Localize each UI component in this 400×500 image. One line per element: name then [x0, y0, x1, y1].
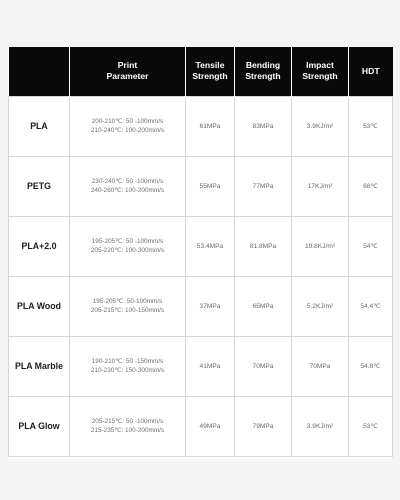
- impact-strength-value: 17KJ/m²: [292, 156, 349, 216]
- material-name: PETG: [9, 156, 70, 216]
- hdt-value: 53℃: [349, 96, 393, 156]
- bending-strength-value: 65MPa: [235, 276, 292, 336]
- print-parameter-cell: [70, 276, 186, 336]
- print-parameter-cell: [70, 96, 186, 156]
- table-row: [9, 276, 393, 336]
- hdt-value: 54.4℃: [349, 276, 393, 336]
- hdt-value: 53℃: [349, 396, 393, 456]
- print-parameter-cell: [70, 216, 186, 276]
- print-parameter-cell: [70, 156, 186, 216]
- tensile-strength-value: 41MPa: [186, 336, 235, 396]
- print-parameter-line: 195-205℃: 50-100mm/s: [92, 297, 163, 305]
- table-row: [9, 396, 393, 456]
- print-parameter-line: 230-240℃: 50 -100mm/s: [91, 177, 164, 185]
- impact-strength-value: 5.2KJ/m²: [292, 276, 349, 336]
- hdt-value: 68℃: [349, 156, 393, 216]
- spec-table-card: [8, 47, 392, 459]
- print-parameter-line: 215-235℃: 100-200mm/s: [90, 427, 165, 434]
- material-name: PLA+2.0: [9, 216, 70, 276]
- hdt-value: 54℃: [349, 216, 393, 276]
- material-name: PLA Marble: [9, 336, 70, 396]
- hdt-value: 54.8℃: [349, 336, 393, 396]
- print-parameter-line: 195-205℃: 50 -100mm/s: [91, 237, 164, 245]
- bending-strength-value: 79MPa: [235, 396, 292, 456]
- print-parameter-line: 205-220℃: 100-300mm/s: [90, 247, 165, 254]
- tensile-strength-value: 53.4MPa: [186, 216, 235, 276]
- print-parameter-line: 205-215℃: 50 -100mm/s: [91, 417, 164, 425]
- print-parameter-line: 190-210℃: 50 -150mm/s: [91, 357, 164, 365]
- header-bending-strength: Bending Strength: [235, 47, 292, 96]
- filament-spec-table: [8, 47, 393, 457]
- header-impact-strength: Impact Strength: [292, 47, 349, 96]
- print-parameter-line: 210-230℃: 150-300mm/s: [90, 367, 165, 374]
- header-tensile-strength: Tensile Strength: [186, 47, 235, 96]
- impact-strength-value: 70MPa: [292, 336, 349, 396]
- bending-strength-value: 77MPa: [235, 156, 292, 216]
- material-name: PLA Glow: [9, 396, 70, 456]
- tensile-strength-value: 37MPa: [186, 276, 235, 336]
- bending-strength-value: 83MPa: [235, 96, 292, 156]
- print-parameter-line: 205-215℃: 100-150mm/s: [90, 307, 165, 314]
- bending-strength-value: 70MPa: [235, 336, 292, 396]
- impact-strength-value: 3.9KJ/m²: [292, 96, 349, 156]
- print-parameter-cell: [70, 336, 186, 396]
- impact-strength-value: 3.9KJ/m²: [292, 396, 349, 456]
- header-print-parameter: Print Parameter: [70, 47, 186, 96]
- table-row: [9, 156, 393, 216]
- table-header-row: [9, 47, 393, 96]
- bending-strength-value: 81.8MPa: [235, 216, 292, 276]
- print-parameter-cell: [70, 396, 186, 456]
- table-row: [9, 336, 393, 396]
- table-row: [9, 96, 393, 156]
- print-parameter-line: 200-210℃: 50 -100mm/s: [91, 117, 164, 125]
- tensile-strength-value: 55MPa: [186, 156, 235, 216]
- table-row: [9, 216, 393, 276]
- print-parameter-line: 240-260℃: 100-200mm/s: [90, 187, 165, 194]
- tensile-strength-value: 49MPa: [186, 396, 235, 456]
- print-parameter-line: 210-240℃: 100-200mm/s: [90, 127, 165, 134]
- material-name: PLA: [9, 96, 70, 156]
- material-name: PLA Wood: [9, 276, 70, 336]
- tensile-strength-value: 61MPa: [186, 96, 235, 156]
- impact-strength-value: 19.8KJ/m²: [292, 216, 349, 276]
- header-material: [9, 47, 70, 96]
- header-hdt: HDT: [349, 47, 393, 96]
